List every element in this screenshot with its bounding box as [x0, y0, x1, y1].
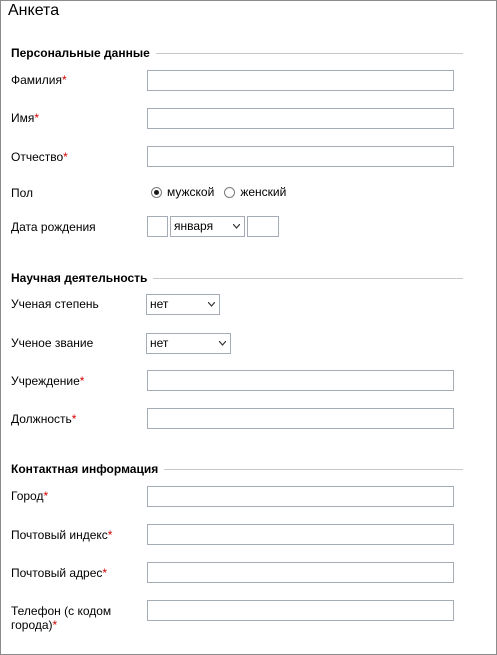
gender-male-radio[interactable] — [151, 187, 162, 198]
birth-year-input[interactable] — [247, 216, 279, 237]
institution-label: Учреждение* — [11, 374, 85, 388]
required-marker: * — [52, 618, 58, 632]
required-marker: * — [102, 566, 108, 580]
surname-label: Фамилия* — [11, 73, 67, 87]
section-personal-legend: Персональные данные — [11, 45, 156, 61]
section-contact-legend: Контактная информация — [11, 461, 164, 477]
zip-input[interactable] — [147, 524, 454, 545]
section-personal — [11, 45, 463, 61]
birthdate-label: Дата рождения — [11, 220, 96, 234]
position-label: Должность* — [11, 412, 77, 426]
gender-female-label[interactable]: женский — [240, 185, 287, 199]
name-input[interactable] — [147, 108, 454, 129]
phone-input[interactable] — [147, 600, 454, 621]
birth-month-value: января — [174, 219, 214, 233]
required-marker: * — [43, 489, 49, 503]
gender-label: Пол — [11, 186, 34, 200]
required-marker: * — [34, 111, 40, 125]
required-marker: * — [63, 150, 68, 164]
rank-label: Ученое звание — [11, 336, 94, 350]
required-marker: * — [61, 73, 67, 87]
position-input[interactable] — [147, 408, 454, 429]
rank-value: нет — [150, 336, 169, 350]
patronymic-input[interactable] — [147, 146, 454, 167]
required-marker: * — [107, 528, 113, 542]
name-label: Имя* — [11, 111, 40, 125]
degree-label: Ученая степень — [11, 297, 99, 311]
institution-input[interactable] — [147, 370, 454, 391]
section-contact — [11, 461, 463, 477]
birth-day-input[interactable] — [147, 216, 168, 237]
chevron-down-icon — [208, 302, 215, 307]
gender-radio-group — [151, 184, 296, 200]
degree-value: нет — [150, 297, 169, 311]
patronymic-label: Отчество* — [11, 150, 68, 164]
page-title: Анкета — [8, 2, 60, 19]
rank-select[interactable] — [146, 333, 231, 354]
chevron-down-icon — [219, 341, 226, 346]
section-science — [11, 270, 463, 286]
city-label: Город* — [11, 489, 49, 503]
address-label: Почтовый адрес* — [11, 566, 108, 580]
surname-input[interactable] — [147, 70, 454, 91]
phone-label: Телефон (с кодом города)* — [11, 604, 112, 632]
required-marker: * — [71, 412, 77, 426]
chevron-down-icon — [233, 224, 240, 229]
gender-female-radio[interactable] — [224, 187, 235, 198]
required-marker: * — [79, 374, 85, 388]
gender-male-label[interactable]: мужской — [167, 185, 215, 199]
zip-label: Почтовый индекс* — [11, 528, 113, 542]
degree-select[interactable] — [146, 294, 220, 315]
birth-month-select[interactable] — [170, 216, 245, 237]
section-science-legend: Научная деятельность — [11, 270, 153, 286]
city-input[interactable] — [147, 486, 454, 507]
address-input[interactable] — [147, 562, 454, 583]
